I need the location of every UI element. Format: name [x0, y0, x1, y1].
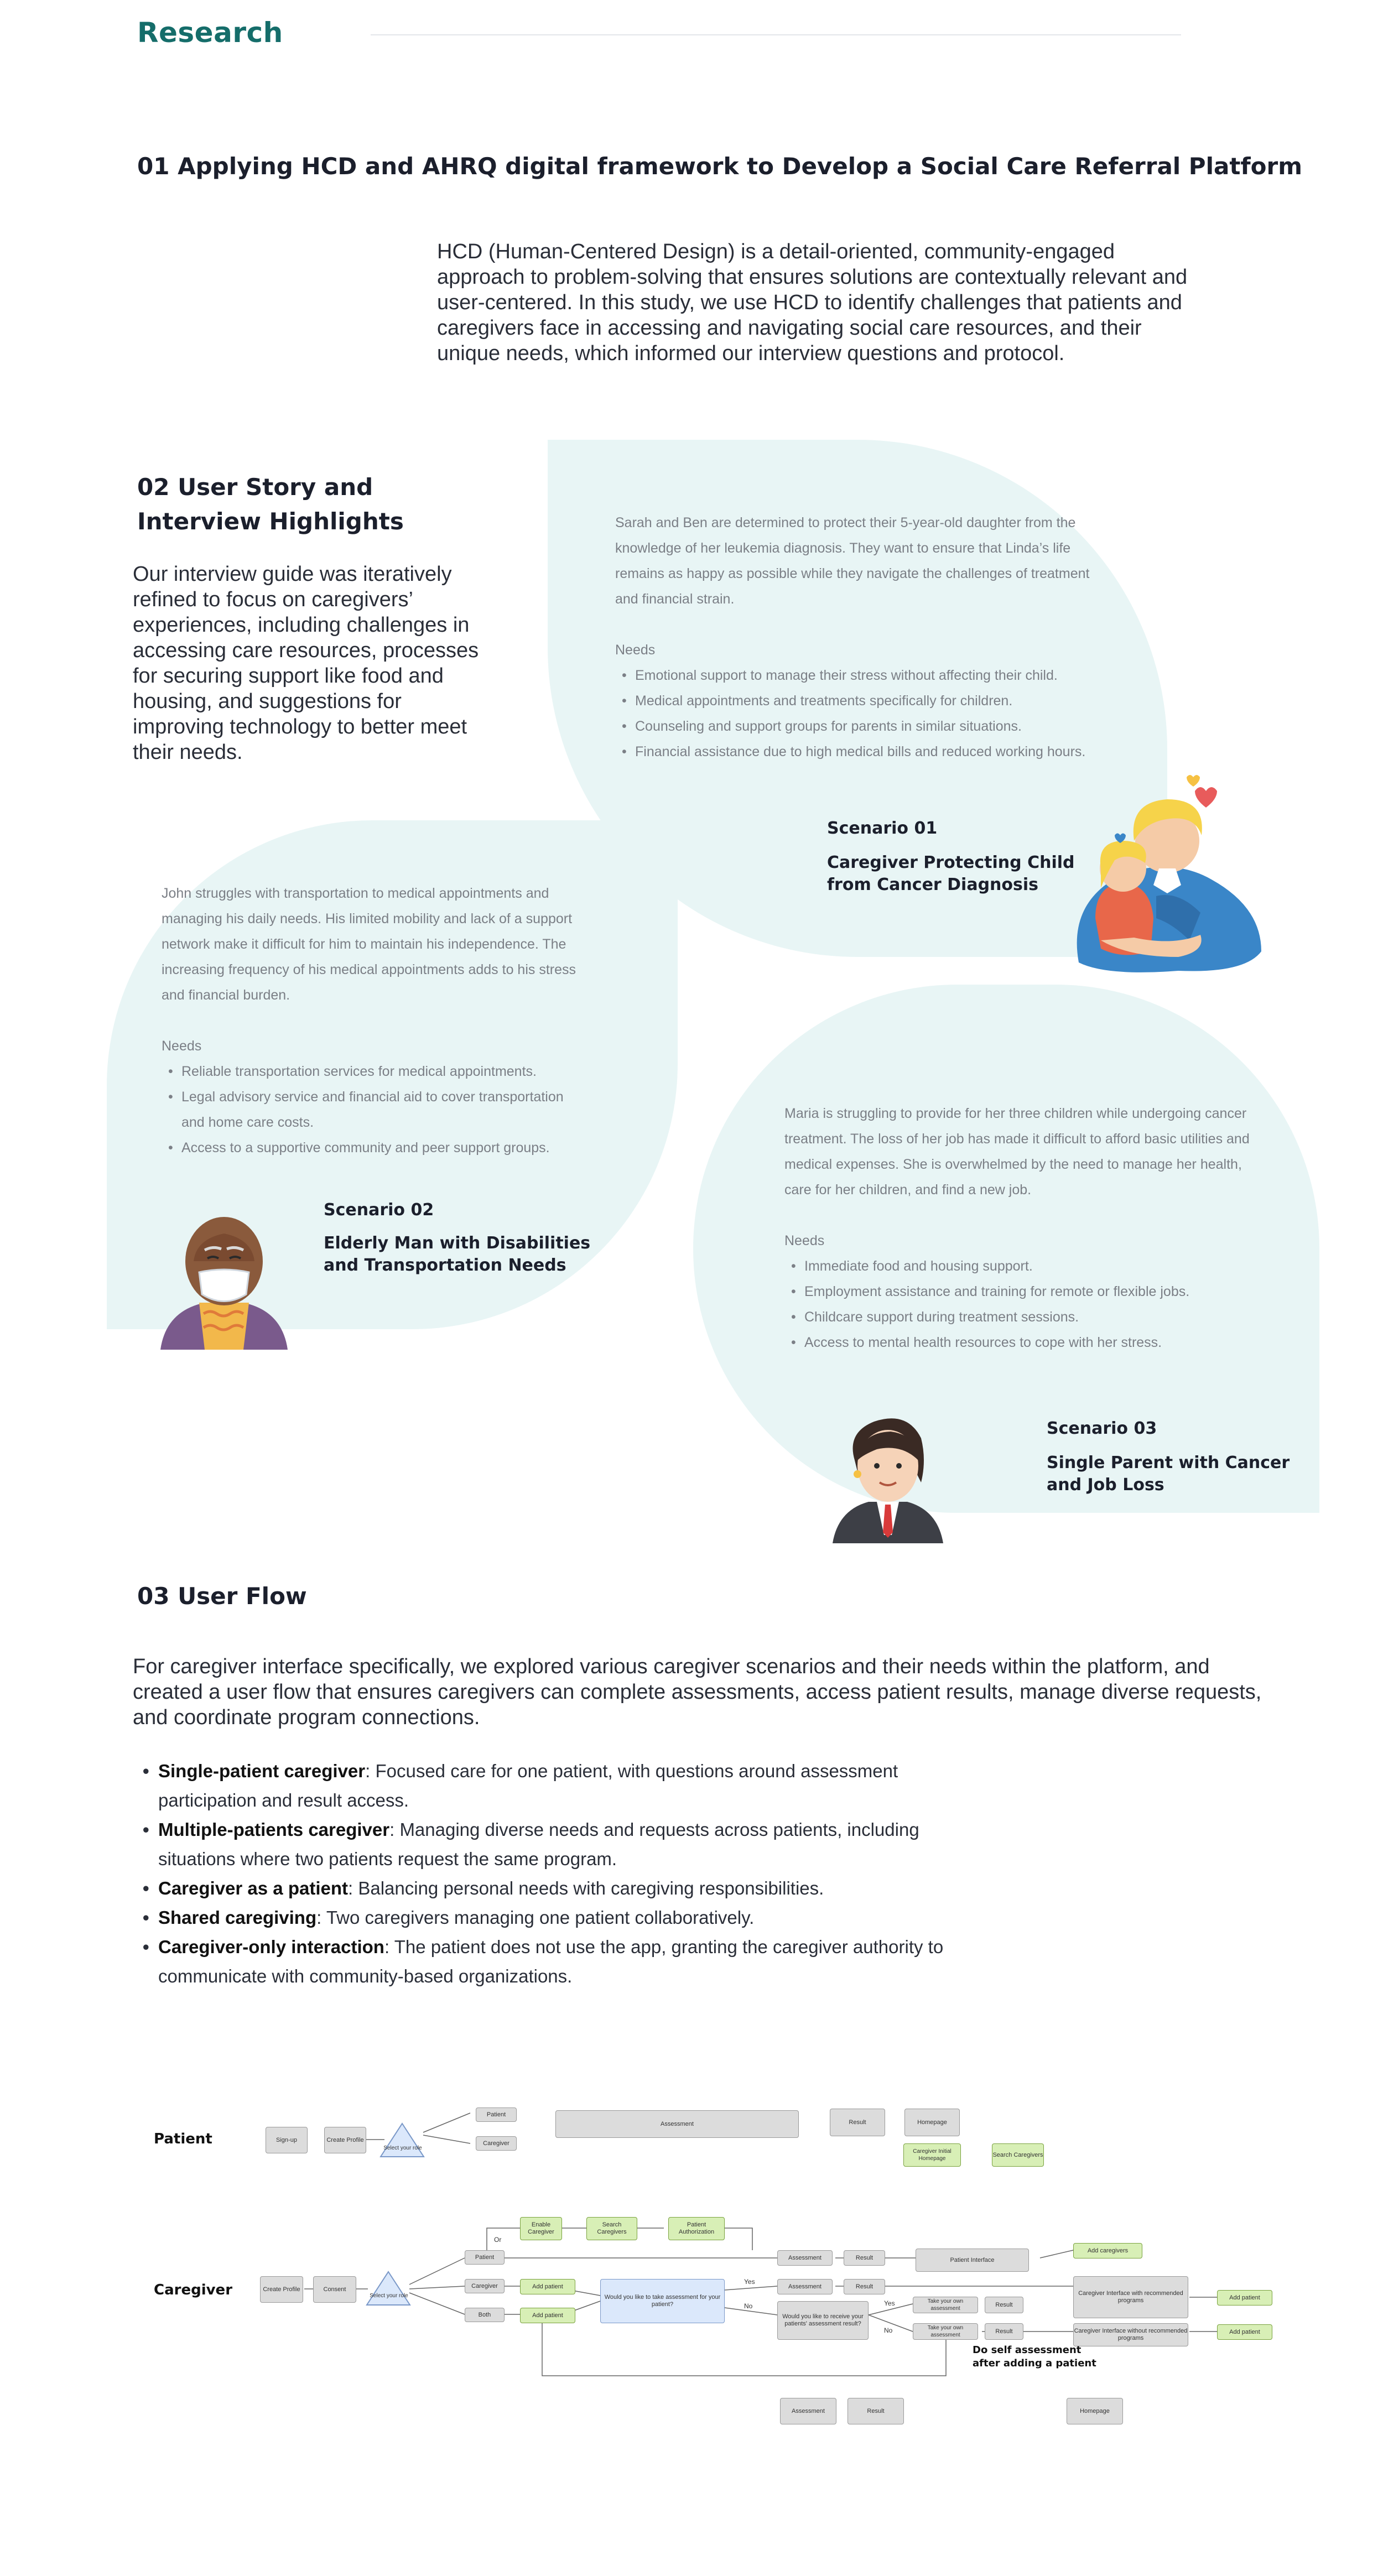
add-patient-box-2: Add patient [520, 2308, 575, 2323]
bottom-homepage-box: Homepage [1067, 2398, 1123, 2424]
yes-label: Yes [744, 2278, 755, 2286]
create-profile-box: Create Profile [324, 2127, 366, 2153]
cg-caregiver-box: Caregiver [465, 2279, 505, 2293]
caregiver-interface-with-programs-box: Caregiver Interface with recommended programs [1073, 2276, 1188, 2318]
scenario2-story: John struggles with transportation to medical appointments and managing his daily needs. His limited mobility and lack of a support network make it difficult for him to maintain his independence. The increasing frequency of his medical appointments adds to his stress and financial burden. [162, 886, 576, 1003]
caregiver-role-box: Caregiver [476, 2136, 517, 2151]
cg-patient-box: Patient [465, 2250, 505, 2265]
needs-item: • Medical appointments and treatments specifically for children. [615, 688, 1102, 714]
cg-result-box-2: Result [844, 2279, 885, 2294]
or-label: Or [494, 2236, 502, 2244]
scenario3-text [784, 1101, 1260, 1355]
brand-title[interactable]: Research [137, 17, 283, 49]
patient-authorization-box: Patient Authorization [668, 2217, 725, 2240]
cg-result-box-3: Result [985, 2297, 1023, 2313]
patient-assessment-box: Assessment [555, 2110, 799, 2138]
cg-assessment-box-1: Assessment [777, 2250, 833, 2266]
scenario3-story: Maria is struggling to provide for her three children while undergoing cancer treatment. The loss of her job has made it difficult to afford basic utilities and medical expenses. She is overwhelmed by the need to manage her health, care for her children, and find a new job. [784, 1106, 1250, 1198]
add-patient-box-4: Add patient [1217, 2324, 1272, 2340]
signup-box: Sign-up [266, 2127, 308, 2153]
receive-result-question-box: Would you like to receive your patients' assessment result? [777, 2301, 869, 2340]
section3-title: 03 User Flow [137, 1583, 307, 1610]
list-item: • Multiple-patients caregiver: Managing diverse needs and requests across patients, including situations where two patients request the same program. [143, 1815, 950, 1874]
consent-box: Consent [313, 2276, 356, 2303]
section1-body: HCD (Human-Centered Design) is a detail-oriented, community-engaged approach to problem-solving that ensures solutions are contextually relevant and user-centered. In this study, we use HCD to identify challenges that patients and caregivers face in accessing and navigating social care resources, and their unique needs, which informed our interview questions and protocol. [437, 240, 1188, 365]
needs-item: • Immediate food and housing support. [784, 1253, 1260, 1279]
cg-result-box-4: Result [985, 2323, 1023, 2340]
caregiver-lane-label: Caregiver [154, 2282, 233, 2298]
yes-label-2: Yes [884, 2299, 895, 2307]
patient-homepage-box: Homepage [904, 2109, 960, 2136]
caregiver-initial-homepage-box: Caregiver Initial Homepage [903, 2143, 961, 2167]
scenario3-needs-label: Needs [784, 1233, 825, 1248]
cg-search-caregivers-box: Search Caregivers [586, 2217, 637, 2240]
needs-item: • Emotional support to manage their stress without affecting their child. [615, 663, 1102, 688]
needs-item: • Counseling and support groups for parents in similar situations. [615, 714, 1102, 739]
list-item: • Shared caregiving: Two caregivers managing one patient collaboratively. [143, 1903, 950, 1932]
section2-title: 02 User Story and Interview Highlights [137, 473, 404, 535]
scenario1-needs [615, 663, 1102, 764]
user-flow-diagram [0, 2080, 1383, 2467]
patient-lane-label: Patient [154, 2131, 212, 2147]
needs-item: • Financial assistance due to high medical bills and reduced working hours. [615, 739, 1102, 764]
patient-interface-box: Patient Interface [916, 2249, 1029, 2272]
cg-both-box: Both [465, 2308, 505, 2322]
patient-result-box: Result [830, 2109, 885, 2136]
needs-item: • Access to mental health resources to cope with her stress. [784, 1330, 1260, 1355]
scenario3-label: Scenario 03 [1047, 1419, 1157, 1438]
scenario2-title: Elderly Man with Disabilities and Transportation Needs [324, 1234, 591, 1275]
needs-item: • Employment assistance and training for remote or flexible jobs. [784, 1279, 1260, 1304]
section3-intro: For caregiver interface specifically, we explored various caregiver scenarios and their needs within the platform, and created a user flow that ensures caregivers can complete assessments, access patient results, manage diverse requests, and coordinate program connections. [133, 1655, 1262, 1729]
caregiver-interface-without-programs-box: Caregiver Interface without recommended programs [1073, 2323, 1188, 2346]
cg-select-role-label: Select your role [370, 2292, 408, 2299]
scenario3-needs [784, 1253, 1260, 1355]
parent-hugging-child-illustration [1062, 758, 1272, 979]
needs-item: • Childcare support during treatment sessions. [784, 1304, 1260, 1330]
no-label: No [744, 2302, 753, 2310]
scenario3-title: Single Parent with Cancer and Job Loss [1047, 1453, 1290, 1495]
scenario1-title: Caregiver Protecting Child from Cancer Diagnosis [827, 853, 1075, 894]
search-caregivers-box: Search Caregivers [992, 2143, 1044, 2167]
needs-item: • Access to a supportive community and peer support groups. [162, 1135, 582, 1160]
scenario1-label: Scenario 01 [827, 819, 938, 838]
cg-create-profile-box: Create Profile [260, 2276, 303, 2303]
scenario1-text [615, 510, 1102, 764]
add-patient-box-1: Add patient [520, 2279, 575, 2294]
needs-item: • Reliable transportation services for medical appointments. [162, 1059, 582, 1084]
patient-role-box: Patient [476, 2107, 517, 2122]
scenario2-label: Scenario 02 [324, 1200, 434, 1220]
section1-title: 01 Applying HCD and AHRQ digital framework to Develop a Social Care Referral Platform [137, 153, 1303, 180]
list-item: • Caregiver as a patient: Balancing personal needs with caregiving responsibilities. [143, 1874, 950, 1903]
cg-result-box-1: Result [844, 2250, 885, 2266]
single-parent-woman-illustration [824, 1405, 952, 1549]
list-item: • Single-patient caregiver: Focused care for one patient, with questions around assessment participation and result access. [143, 1756, 950, 1815]
scenario2-needs [162, 1059, 582, 1160]
take-own-assessment-box-2: Take your own assessment [913, 2323, 978, 2340]
list-item: • Caregiver-only interaction: The patient does not use the app, granting the caregiver authority to communicate with community-based organizations. [143, 1932, 950, 1991]
bottom-assessment-box: Assessment [780, 2398, 836, 2424]
select-role-label: Select your role [383, 2145, 422, 2151]
add-caregivers-box: Add caregivers [1073, 2243, 1142, 2258]
take-own-assessment-box-1: Take your own assessment [913, 2297, 978, 2313]
scenario1-needs-label: Needs [615, 642, 656, 658]
cg-assessment-box-2: Assessment [777, 2279, 833, 2294]
self-assessment-note: Do self assessment after adding a patient [973, 2344, 1096, 2369]
elderly-man-illustration [155, 1211, 293, 1361]
take-assessment-question-box: Would you like to take assessment for your patient? [600, 2279, 725, 2323]
no-label-2: No [884, 2327, 893, 2334]
section2-body: Our interview guide was iteratively refined to focus on caregivers’ experiences, including challenges in accessing care resources, processes for securing support like food and housing, and suggestions for improving technology to better meet their needs. [133, 563, 479, 764]
add-patient-box-3: Add patient [1217, 2290, 1272, 2306]
bottom-result-box: Result [848, 2398, 904, 2424]
header-divider [371, 34, 1181, 35]
enable-caregiver-box: Enable Caregiver [520, 2217, 562, 2240]
scenario1-story: Sarah and Ben are determined to protect their 5-year-old daughter from the knowledge of her leukemia diagnosis. They want to ensure that Linda’s life remains as happy as possible while they navigate the challenges of treatment and financial strain. [615, 515, 1090, 607]
scenario2-needs-label: Needs [162, 1038, 202, 1054]
caregiver-scenario-list [143, 1756, 950, 1991]
needs-item: • Legal advisory service and financial aid to cover transportation and home care costs. [162, 1084, 582, 1135]
scenario2-text [162, 881, 582, 1160]
